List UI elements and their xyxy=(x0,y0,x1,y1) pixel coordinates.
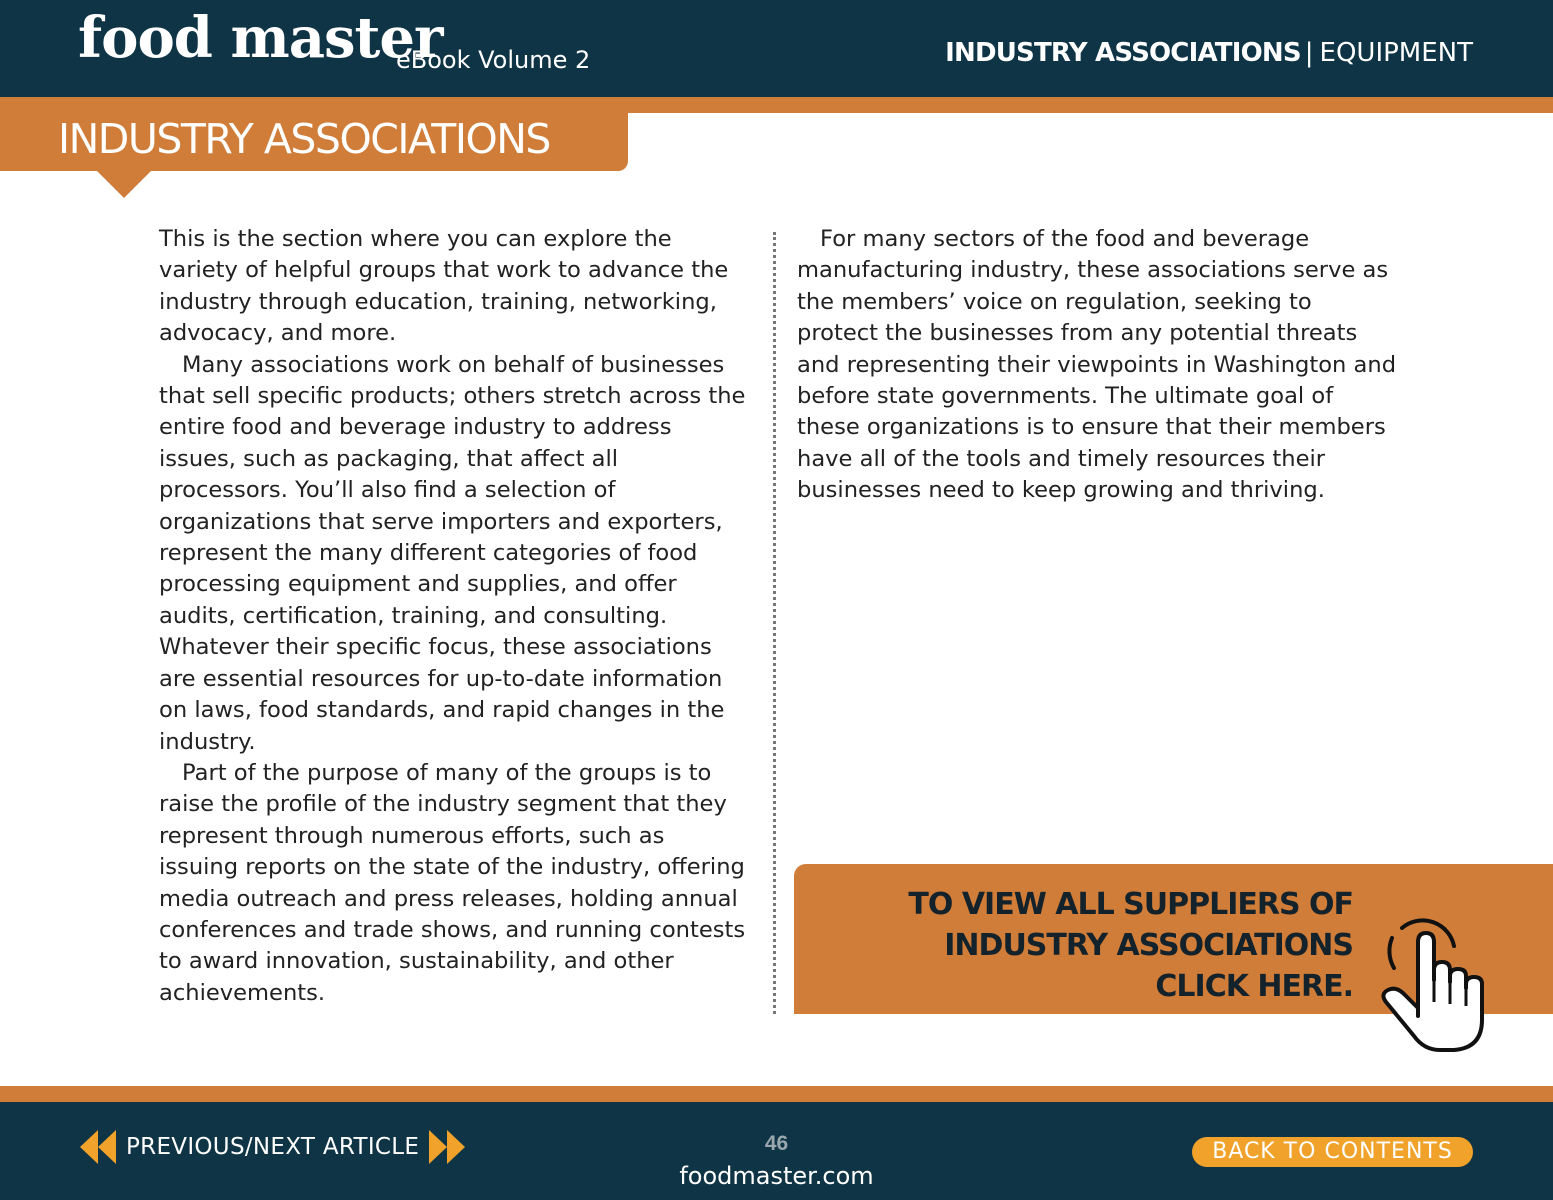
article-paragraph: For many sectors of the food and beverage manufacturing industry, these associations serve as the members’ voice on regulation, seeking to protect the businesses from any potential threats and representing their viewpoints in Washington and before state governments. The ultimate goal of these organizations is to ensure that their members have all of the tools and timely resources their businesses need to keep growing and thriving. xyxy=(797,226,1397,504)
cta-line: INDUSTRY ASSOCIATIONS xyxy=(944,928,1353,963)
article-paragraph: Part of the purpose of many of the groups is to raise the profile of the industry segment that they represent through numerous efforts, such as issuing reports on the state of the industry, offering media outreach and press releases, holding annual conferences and trade shows, and running contests to award innovation, sustainability, and other achievements. xyxy=(159,759,746,1006)
ebook-volume: eBook Volume 2 xyxy=(396,46,591,74)
article-left-column xyxy=(159,224,749,1009)
brand-logo[interactable]: food master xyxy=(78,5,443,71)
breadcrumb-category: EQUIPMENT xyxy=(1319,38,1473,68)
cta-line: TO VIEW ALL SUPPLIERS OF xyxy=(908,887,1353,922)
header-accent-rule xyxy=(0,97,1553,113)
article-paragraph: This is the section where you can explore the variety of helpful groups that work to advance the industry through education, training, networking, advocacy, and more. xyxy=(159,226,729,347)
pointing-hand-icon[interactable] xyxy=(1380,916,1488,1056)
page-title: INDUSTRY ASSOCIATIONS xyxy=(58,115,550,163)
website-link[interactable]: foodmaster.com xyxy=(679,1162,874,1190)
article-right-column xyxy=(797,224,1397,507)
column-divider xyxy=(773,232,776,1014)
breadcrumb xyxy=(945,38,1473,68)
cta-text xyxy=(908,884,1353,1007)
article-paragraph: Many associations work on behalf of businesses that sell specific products; others stretch across the entire food and beverage industry to address issues, such as packaging, that affect all processors. You’ll also find a selection of organizations that serve importers and exporters, represent the many different categories of food processing equipment and supplies, and offer audits, certification, training, and consulting. Whatever their specific focus, these associations are essential resources for up-to-date information on laws, food standards, and rapid changes in the industry. xyxy=(159,351,746,755)
title-tab-pointer xyxy=(96,170,152,198)
section-title-tab xyxy=(0,113,628,171)
prev-next-label: PREVIOUS/NEXT ARTICLE xyxy=(126,1134,420,1160)
breadcrumb-section: INDUSTRY ASSOCIATIONS xyxy=(945,38,1301,68)
footer-bar xyxy=(0,1102,1553,1200)
footer-accent-rule xyxy=(0,1086,1553,1102)
page-number: 46 xyxy=(764,1132,789,1155)
back-to-contents-button[interactable]: BACK TO CONTENTS xyxy=(1192,1137,1473,1167)
header-bar xyxy=(0,0,1553,97)
cta-line: CLICK HERE. xyxy=(1155,969,1353,1004)
breadcrumb-separator: | xyxy=(1304,38,1314,68)
